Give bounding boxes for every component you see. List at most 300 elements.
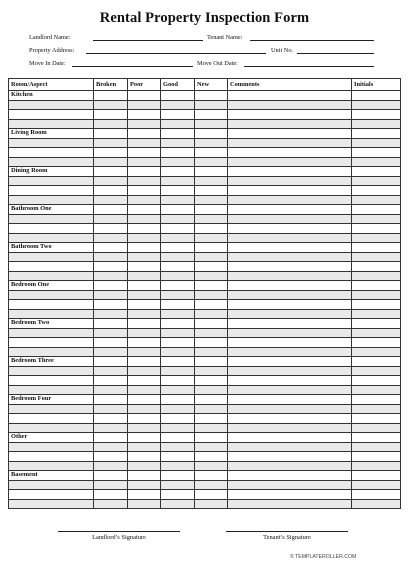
initials-cell[interactable] (352, 357, 401, 367)
good-cell[interactable] (161, 100, 195, 110)
broken-cell[interactable] (94, 290, 128, 300)
new-cell[interactable] (195, 148, 228, 158)
comments-cell[interactable] (228, 347, 352, 357)
broken-cell[interactable] (94, 281, 128, 291)
good-cell[interactable] (161, 195, 195, 205)
comments-cell[interactable] (228, 214, 352, 224)
room-cell[interactable] (9, 176, 94, 186)
broken-cell[interactable] (94, 309, 128, 319)
poor-cell[interactable] (128, 271, 161, 281)
initials-cell[interactable] (352, 423, 401, 433)
broken-cell[interactable] (94, 357, 128, 367)
broken-cell[interactable] (94, 376, 128, 386)
initials-cell[interactable] (352, 262, 401, 272)
comments-cell[interactable] (228, 319, 352, 329)
good-cell[interactable] (161, 490, 195, 500)
initials-cell[interactable] (352, 404, 401, 414)
comments-cell[interactable] (228, 129, 352, 139)
comments-cell[interactable] (228, 480, 352, 490)
good-cell[interactable] (161, 167, 195, 177)
comments-cell[interactable] (228, 186, 352, 196)
poor-cell[interactable] (128, 262, 161, 272)
poor-cell[interactable] (128, 129, 161, 139)
good-cell[interactable] (161, 271, 195, 281)
poor-cell[interactable] (128, 309, 161, 319)
initials-cell[interactable] (352, 186, 401, 196)
comments-cell[interactable] (228, 176, 352, 186)
initials-cell[interactable] (352, 461, 401, 471)
new-cell[interactable] (195, 414, 228, 424)
poor-cell[interactable] (128, 300, 161, 310)
comments-cell[interactable] (228, 148, 352, 158)
broken-cell[interactable] (94, 366, 128, 376)
room-cell[interactable] (9, 452, 94, 462)
new-cell[interactable] (195, 186, 228, 196)
good-cell[interactable] (161, 338, 195, 348)
good-cell[interactable] (161, 423, 195, 433)
room-cell[interactable] (9, 157, 94, 167)
room-cell[interactable] (9, 328, 94, 338)
comments-cell[interactable] (228, 233, 352, 243)
good-cell[interactable] (161, 319, 195, 329)
property-address-field[interactable] (86, 53, 266, 54)
comments-cell[interactable] (228, 338, 352, 348)
broken-cell[interactable] (94, 148, 128, 158)
room-cell[interactable] (9, 404, 94, 414)
initials-cell[interactable] (352, 395, 401, 405)
initials-cell[interactable] (352, 205, 401, 215)
initials-cell[interactable] (352, 452, 401, 462)
poor-cell[interactable] (128, 176, 161, 186)
good-cell[interactable] (161, 309, 195, 319)
poor-cell[interactable] (128, 480, 161, 490)
good-cell[interactable] (161, 414, 195, 424)
comments-cell[interactable] (228, 433, 352, 443)
new-cell[interactable] (195, 357, 228, 367)
room-cell[interactable] (9, 110, 94, 120)
comments-cell[interactable] (228, 119, 352, 129)
good-cell[interactable] (161, 452, 195, 462)
poor-cell[interactable] (128, 252, 161, 262)
comments-cell[interactable] (228, 100, 352, 110)
comments-cell[interactable] (228, 309, 352, 319)
new-cell[interactable] (195, 461, 228, 471)
initials-cell[interactable] (352, 148, 401, 158)
poor-cell[interactable] (128, 91, 161, 101)
poor-cell[interactable] (128, 376, 161, 386)
initials-cell[interactable] (352, 233, 401, 243)
good-cell[interactable] (161, 148, 195, 158)
new-cell[interactable] (195, 119, 228, 129)
broken-cell[interactable] (94, 471, 128, 481)
new-cell[interactable] (195, 205, 228, 215)
broken-cell[interactable] (94, 499, 128, 509)
room-cell[interactable] (9, 148, 94, 158)
initials-cell[interactable] (352, 328, 401, 338)
good-cell[interactable] (161, 385, 195, 395)
new-cell[interactable] (195, 385, 228, 395)
good-cell[interactable] (161, 205, 195, 215)
broken-cell[interactable] (94, 224, 128, 234)
poor-cell[interactable] (128, 347, 161, 357)
initials-cell[interactable] (352, 309, 401, 319)
new-cell[interactable] (195, 309, 228, 319)
new-cell[interactable] (195, 471, 228, 481)
poor-cell[interactable] (128, 328, 161, 338)
good-cell[interactable] (161, 499, 195, 509)
comments-cell[interactable] (228, 385, 352, 395)
comments-cell[interactable] (228, 366, 352, 376)
initials-cell[interactable] (352, 442, 401, 452)
good-cell[interactable] (161, 252, 195, 262)
initials-cell[interactable] (352, 110, 401, 120)
new-cell[interactable] (195, 195, 228, 205)
good-cell[interactable] (161, 233, 195, 243)
good-cell[interactable] (161, 442, 195, 452)
comments-cell[interactable] (228, 138, 352, 148)
broken-cell[interactable] (94, 110, 128, 120)
new-cell[interactable] (195, 490, 228, 500)
broken-cell[interactable] (94, 252, 128, 262)
new-cell[interactable] (195, 271, 228, 281)
room-cell[interactable] (9, 414, 94, 424)
good-cell[interactable] (161, 347, 195, 357)
good-cell[interactable] (161, 376, 195, 386)
new-cell[interactable] (195, 157, 228, 167)
poor-cell[interactable] (128, 110, 161, 120)
broken-cell[interactable] (94, 271, 128, 281)
broken-cell[interactable] (94, 167, 128, 177)
landlord-name-field[interactable] (93, 40, 203, 41)
initials-cell[interactable] (352, 195, 401, 205)
new-cell[interactable] (195, 262, 228, 272)
initials-cell[interactable] (352, 376, 401, 386)
poor-cell[interactable] (128, 461, 161, 471)
new-cell[interactable] (195, 404, 228, 414)
poor-cell[interactable] (128, 233, 161, 243)
comments-cell[interactable] (228, 243, 352, 253)
broken-cell[interactable] (94, 243, 128, 253)
initials-cell[interactable] (352, 224, 401, 234)
broken-cell[interactable] (94, 319, 128, 329)
initials-cell[interactable] (352, 214, 401, 224)
comments-cell[interactable] (228, 252, 352, 262)
poor-cell[interactable] (128, 167, 161, 177)
new-cell[interactable] (195, 138, 228, 148)
good-cell[interactable] (161, 357, 195, 367)
initials-cell[interactable] (352, 490, 401, 500)
broken-cell[interactable] (94, 129, 128, 139)
tenant-name-field[interactable] (250, 40, 374, 41)
poor-cell[interactable] (128, 433, 161, 443)
poor-cell[interactable] (128, 100, 161, 110)
good-cell[interactable] (161, 290, 195, 300)
initials-cell[interactable] (352, 480, 401, 490)
initials-cell[interactable] (352, 499, 401, 509)
good-cell[interactable] (161, 461, 195, 471)
good-cell[interactable] (161, 214, 195, 224)
good-cell[interactable] (161, 119, 195, 129)
room-cell[interactable] (9, 290, 94, 300)
comments-cell[interactable] (228, 328, 352, 338)
new-cell[interactable] (195, 395, 228, 405)
tenant-signature-line[interactable] (226, 531, 348, 532)
poor-cell[interactable] (128, 490, 161, 500)
good-cell[interactable] (161, 480, 195, 490)
room-cell[interactable] (9, 366, 94, 376)
poor-cell[interactable] (128, 338, 161, 348)
broken-cell[interactable] (94, 205, 128, 215)
poor-cell[interactable] (128, 385, 161, 395)
comments-cell[interactable] (228, 423, 352, 433)
new-cell[interactable] (195, 452, 228, 462)
good-cell[interactable] (161, 138, 195, 148)
poor-cell[interactable] (128, 243, 161, 253)
new-cell[interactable] (195, 233, 228, 243)
broken-cell[interactable] (94, 91, 128, 101)
comments-cell[interactable] (228, 357, 352, 367)
poor-cell[interactable] (128, 148, 161, 158)
poor-cell[interactable] (128, 499, 161, 509)
poor-cell[interactable] (128, 414, 161, 424)
comments-cell[interactable] (228, 404, 352, 414)
initials-cell[interactable] (352, 157, 401, 167)
poor-cell[interactable] (128, 366, 161, 376)
new-cell[interactable] (195, 167, 228, 177)
new-cell[interactable] (195, 442, 228, 452)
new-cell[interactable] (195, 100, 228, 110)
comments-cell[interactable] (228, 490, 352, 500)
new-cell[interactable] (195, 338, 228, 348)
good-cell[interactable] (161, 110, 195, 120)
new-cell[interactable] (195, 290, 228, 300)
room-cell[interactable] (9, 309, 94, 319)
move-in-date-field[interactable] (72, 66, 193, 67)
broken-cell[interactable] (94, 214, 128, 224)
poor-cell[interactable] (128, 452, 161, 462)
poor-cell[interactable] (128, 395, 161, 405)
comments-cell[interactable] (228, 300, 352, 310)
initials-cell[interactable] (352, 347, 401, 357)
broken-cell[interactable] (94, 186, 128, 196)
new-cell[interactable] (195, 110, 228, 120)
poor-cell[interactable] (128, 319, 161, 329)
broken-cell[interactable] (94, 176, 128, 186)
new-cell[interactable] (195, 281, 228, 291)
poor-cell[interactable] (128, 119, 161, 129)
good-cell[interactable] (161, 262, 195, 272)
room-cell[interactable] (9, 119, 94, 129)
room-cell[interactable] (9, 338, 94, 348)
new-cell[interactable] (195, 252, 228, 262)
good-cell[interactable] (161, 129, 195, 139)
good-cell[interactable] (161, 404, 195, 414)
initials-cell[interactable] (352, 366, 401, 376)
room-cell[interactable] (9, 347, 94, 357)
poor-cell[interactable] (128, 471, 161, 481)
poor-cell[interactable] (128, 157, 161, 167)
good-cell[interactable] (161, 395, 195, 405)
initials-cell[interactable] (352, 300, 401, 310)
room-cell[interactable] (9, 214, 94, 224)
good-cell[interactable] (161, 366, 195, 376)
room-cell[interactable] (9, 195, 94, 205)
new-cell[interactable] (195, 499, 228, 509)
room-cell[interactable] (9, 262, 94, 272)
new-cell[interactable] (195, 243, 228, 253)
good-cell[interactable] (161, 243, 195, 253)
initials-cell[interactable] (352, 319, 401, 329)
comments-cell[interactable] (228, 281, 352, 291)
room-cell[interactable] (9, 499, 94, 509)
room-cell[interactable] (9, 252, 94, 262)
initials-cell[interactable] (352, 385, 401, 395)
move-out-date-field[interactable] (244, 66, 374, 67)
poor-cell[interactable] (128, 205, 161, 215)
broken-cell[interactable] (94, 119, 128, 129)
initials-cell[interactable] (352, 281, 401, 291)
initials-cell[interactable] (352, 252, 401, 262)
comments-cell[interactable] (228, 499, 352, 509)
new-cell[interactable] (195, 423, 228, 433)
poor-cell[interactable] (128, 290, 161, 300)
good-cell[interactable] (161, 471, 195, 481)
room-cell[interactable] (9, 233, 94, 243)
room-cell[interactable] (9, 480, 94, 490)
new-cell[interactable] (195, 347, 228, 357)
poor-cell[interactable] (128, 224, 161, 234)
initials-cell[interactable] (352, 243, 401, 253)
room-cell[interactable] (9, 376, 94, 386)
room-cell[interactable] (9, 423, 94, 433)
broken-cell[interactable] (94, 490, 128, 500)
new-cell[interactable] (195, 433, 228, 443)
new-cell[interactable] (195, 376, 228, 386)
broken-cell[interactable] (94, 195, 128, 205)
new-cell[interactable] (195, 224, 228, 234)
initials-cell[interactable] (352, 176, 401, 186)
comments-cell[interactable] (228, 271, 352, 281)
good-cell[interactable] (161, 281, 195, 291)
initials-cell[interactable] (352, 91, 401, 101)
comments-cell[interactable] (228, 395, 352, 405)
comments-cell[interactable] (228, 414, 352, 424)
initials-cell[interactable] (352, 338, 401, 348)
initials-cell[interactable] (352, 471, 401, 481)
broken-cell[interactable] (94, 395, 128, 405)
comments-cell[interactable] (228, 290, 352, 300)
poor-cell[interactable] (128, 442, 161, 452)
new-cell[interactable] (195, 366, 228, 376)
new-cell[interactable] (195, 214, 228, 224)
broken-cell[interactable] (94, 414, 128, 424)
room-cell[interactable] (9, 461, 94, 471)
room-cell[interactable] (9, 490, 94, 500)
comments-cell[interactable] (228, 195, 352, 205)
broken-cell[interactable] (94, 138, 128, 148)
good-cell[interactable] (161, 433, 195, 443)
broken-cell[interactable] (94, 442, 128, 452)
comments-cell[interactable] (228, 262, 352, 272)
good-cell[interactable] (161, 157, 195, 167)
new-cell[interactable] (195, 300, 228, 310)
initials-cell[interactable] (352, 271, 401, 281)
new-cell[interactable] (195, 176, 228, 186)
comments-cell[interactable] (228, 471, 352, 481)
poor-cell[interactable] (128, 195, 161, 205)
broken-cell[interactable] (94, 433, 128, 443)
new-cell[interactable] (195, 319, 228, 329)
poor-cell[interactable] (128, 404, 161, 414)
initials-cell[interactable] (352, 129, 401, 139)
poor-cell[interactable] (128, 423, 161, 433)
room-cell[interactable] (9, 186, 94, 196)
good-cell[interactable] (161, 176, 195, 186)
unit-no-field[interactable] (297, 53, 374, 54)
room-cell[interactable] (9, 138, 94, 148)
comments-cell[interactable] (228, 91, 352, 101)
broken-cell[interactable] (94, 404, 128, 414)
initials-cell[interactable] (352, 290, 401, 300)
broken-cell[interactable] (94, 423, 128, 433)
poor-cell[interactable] (128, 281, 161, 291)
initials-cell[interactable] (352, 167, 401, 177)
broken-cell[interactable] (94, 328, 128, 338)
comments-cell[interactable] (228, 452, 352, 462)
comments-cell[interactable] (228, 167, 352, 177)
room-cell[interactable] (9, 100, 94, 110)
initials-cell[interactable] (352, 414, 401, 424)
poor-cell[interactable] (128, 186, 161, 196)
room-cell[interactable] (9, 224, 94, 234)
comments-cell[interactable] (228, 376, 352, 386)
good-cell[interactable] (161, 300, 195, 310)
broken-cell[interactable] (94, 157, 128, 167)
room-cell[interactable] (9, 300, 94, 310)
good-cell[interactable] (161, 224, 195, 234)
good-cell[interactable] (161, 186, 195, 196)
broken-cell[interactable] (94, 233, 128, 243)
good-cell[interactable] (161, 91, 195, 101)
broken-cell[interactable] (94, 452, 128, 462)
comments-cell[interactable] (228, 157, 352, 167)
broken-cell[interactable] (94, 385, 128, 395)
initials-cell[interactable] (352, 433, 401, 443)
broken-cell[interactable] (94, 461, 128, 471)
comments-cell[interactable] (228, 461, 352, 471)
new-cell[interactable] (195, 328, 228, 338)
broken-cell[interactable] (94, 300, 128, 310)
poor-cell[interactable] (128, 138, 161, 148)
good-cell[interactable] (161, 328, 195, 338)
room-cell[interactable] (9, 442, 94, 452)
broken-cell[interactable] (94, 100, 128, 110)
room-cell[interactable] (9, 271, 94, 281)
initials-cell[interactable] (352, 119, 401, 129)
initials-cell[interactable] (352, 138, 401, 148)
landlord-signature-line[interactable] (58, 531, 180, 532)
new-cell[interactable] (195, 480, 228, 490)
comments-cell[interactable] (228, 224, 352, 234)
new-cell[interactable] (195, 91, 228, 101)
poor-cell[interactable] (128, 214, 161, 224)
room-cell[interactable] (9, 385, 94, 395)
comments-cell[interactable] (228, 110, 352, 120)
broken-cell[interactable] (94, 338, 128, 348)
new-cell[interactable] (195, 129, 228, 139)
comments-cell[interactable] (228, 205, 352, 215)
poor-cell[interactable] (128, 357, 161, 367)
